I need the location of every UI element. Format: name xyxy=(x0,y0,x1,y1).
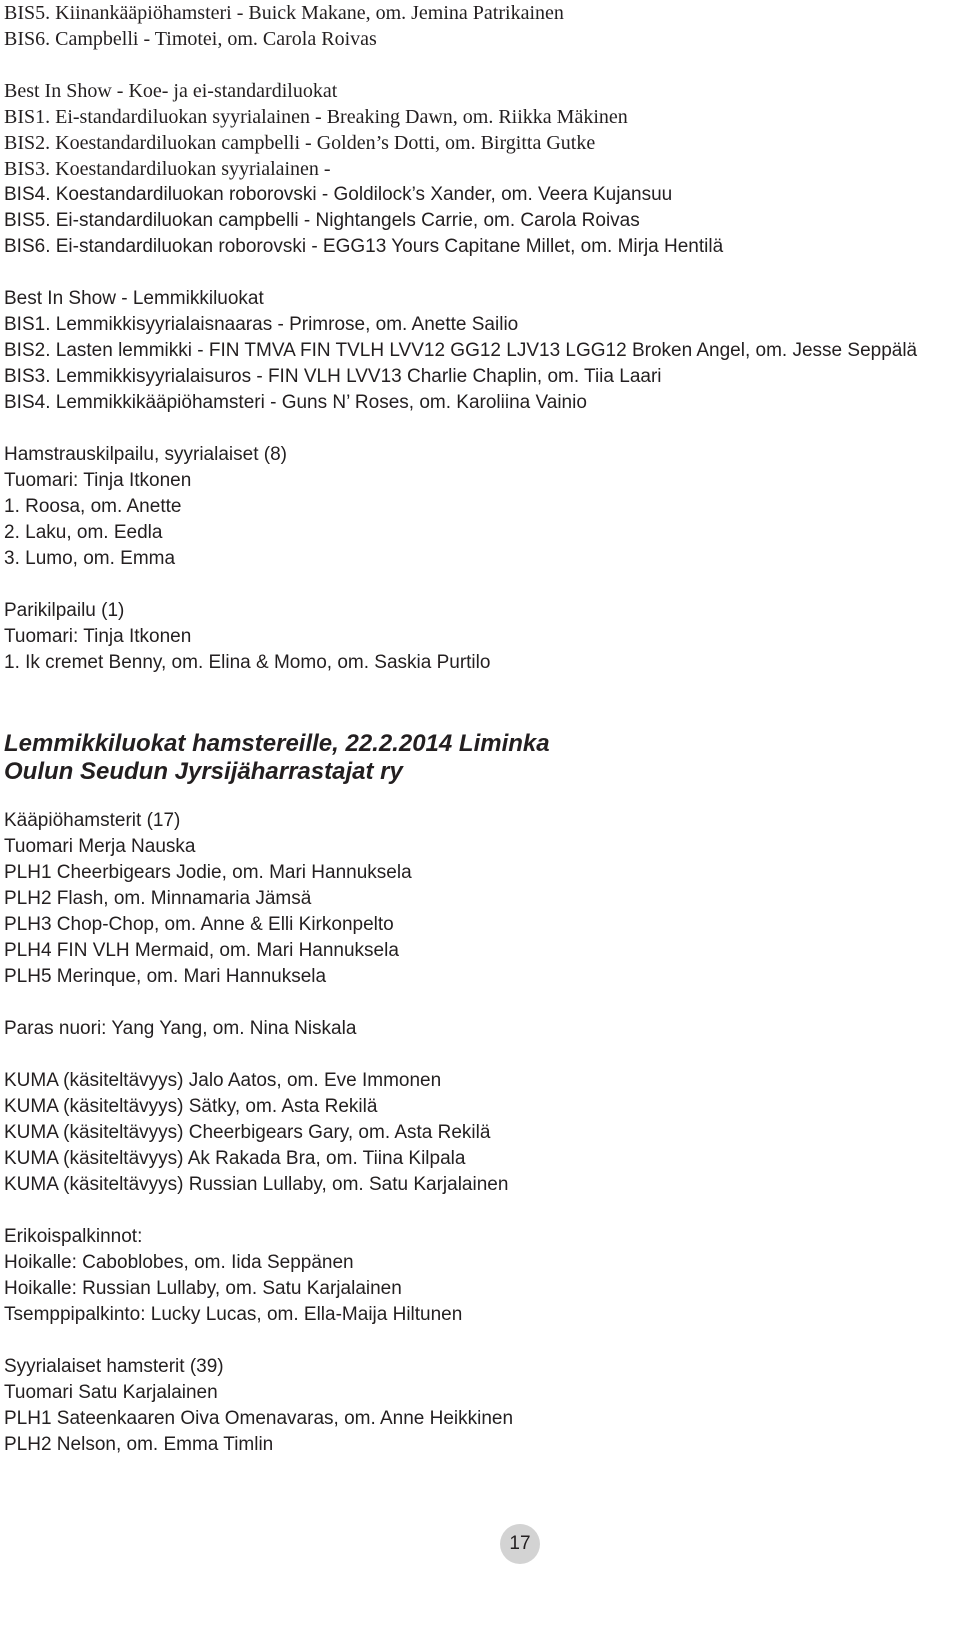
section-title: Hamstrauskilpailu, syyrialaiset (8) xyxy=(4,444,287,465)
text-line: BIS4. Koestandardiluokan roborovski - Goldilock’s Xander, om. Veera Kujansuu xyxy=(4,184,673,205)
judge-line: Tuomari: Tinja Itkonen xyxy=(4,626,192,647)
section-title: Syyrialaiset hamsterit (39) xyxy=(4,1356,224,1377)
section-title: Erikoispalkinnot: xyxy=(4,1226,143,1247)
judge-line: Tuomari Satu Karjalainen xyxy=(4,1382,218,1403)
result-line: PLH1 Cheerbigears Jodie, om. Mari Hannuksela xyxy=(4,862,412,883)
result-line: PLH3 Chop-Chop, om. Anne & Elli Kirkonpelto xyxy=(4,914,394,935)
section-title: Best In Show - Koe- ja ei-standardiluokat xyxy=(4,80,338,102)
page-heading: Lemmikkiluokat hamstereille, 22.2.2014 Liminka xyxy=(4,730,550,757)
result-line: PLH1 Sateenkaaren Oiva Omenavaras, om. Anne Heikkinen xyxy=(4,1408,514,1429)
text-line: BIS6. Campbelli - Timotei, om. Carola Roivas xyxy=(4,28,377,50)
text-line: BIS2. Lasten lemmikki - FIN TMVA FIN TVLH LVV12 GG12 LJV13 LGG12 Broken Angel, om. Jesse Seppälä xyxy=(4,340,918,361)
result-line: 1. Roosa, om. Anette xyxy=(4,496,182,517)
text-line: BIS3. Lemmikkisyyrialaisuros - FIN VLH LVV13 Charlie Chaplin, om. Tiia Laari xyxy=(4,366,662,387)
kuma-line: KUMA (käsiteltävyys) Russian Lullaby, om. Satu Karjalainen xyxy=(4,1174,509,1195)
judge-line: Tuomari: Tinja Itkonen xyxy=(4,470,192,491)
award-line: Paras nuori: Yang Yang, om. Nina Niskala xyxy=(4,1018,357,1039)
page-number-badge: 17 xyxy=(500,1524,540,1564)
text-line: BIS4. Lemmikkikääpiöhamsteri - Guns N’ Roses, om. Karoliina Vainio xyxy=(4,392,587,413)
kuma-line: KUMA (käsiteltävyys) Ak Rakada Bra, om. Tiina Kilpala xyxy=(4,1148,466,1169)
kuma-line: KUMA (käsiteltävyys) Cheerbigears Gary, om. Asta Rekilä xyxy=(4,1122,491,1143)
result-line: 2. Laku, om. Eedla xyxy=(4,522,163,543)
result-line: 3. Lumo, om. Emma xyxy=(4,548,176,569)
text-line: BIS5. Ei-standardiluokan campbelli - Nightangels Carrie, om. Carola Roivas xyxy=(4,210,640,231)
page-subheading: Oulun Seudun Jyrsijäharrastajat ry xyxy=(4,758,403,785)
text-line: BIS5. Kiinankääpiöhamsteri - Buick Makane, om. Jemina Patrikainen xyxy=(4,2,564,24)
text-line: BIS2. Koestandardiluokan campbelli - Golden’s Dotti, om. Birgitta Gutke xyxy=(4,132,596,154)
document-page xyxy=(4,0,954,1458)
result-line: PLH4 FIN VLH Mermaid, om. Mari Hannuksela xyxy=(4,940,399,961)
section-title: Kääpiöhamsterit (17) xyxy=(4,810,181,831)
result-line: PLH2 Nelson, om. Emma Timlin xyxy=(4,1434,274,1455)
text-line: BIS1. Ei-standardiluokan syyrialainen - Breaking Dawn, om. Riikka Mäkinen xyxy=(4,106,628,128)
award-line: Hoikalle: Russian Lullaby, om. Satu Karjalainen xyxy=(4,1278,402,1299)
text-line: BIS1. Lemmikkisyyrialaisnaaras - Primrose, om. Anette Sailio xyxy=(4,314,519,335)
kuma-line: KUMA (käsiteltävyys) Sätky, om. Asta Rekilä xyxy=(4,1096,378,1117)
section-title: Best In Show - Lemmikkiluokat xyxy=(4,288,264,309)
result-line: PLH2 Flash, om. Minnamaria Jämsä xyxy=(4,888,312,909)
text-line: BIS3. Koestandardiluokan syyrialainen - xyxy=(4,158,331,180)
judge-line: Tuomari Merja Nauska xyxy=(4,836,196,857)
text-line: BIS6. Ei-standardiluokan roborovski - EGG13 Yours Capitane Millet, om. Mirja Hentilä xyxy=(4,236,724,257)
award-line: Hoikalle: Caboblobes, om. Iida Seppänen xyxy=(4,1252,354,1273)
section-title: Parikilpailu (1) xyxy=(4,600,125,621)
result-line: PLH5 Merinque, om. Mari Hannuksela xyxy=(4,966,327,987)
result-line: 1. Ik cremet Benny, om. Elina & Momo, om. Saskia Purtilo xyxy=(4,652,491,673)
award-line: Tsemppipalkinto: Lucky Lucas, om. Ella-Maija Hiltunen xyxy=(4,1304,463,1325)
kuma-line: KUMA (käsiteltävyys) Jalo Aatos, om. Eve Immonen xyxy=(4,1070,442,1091)
